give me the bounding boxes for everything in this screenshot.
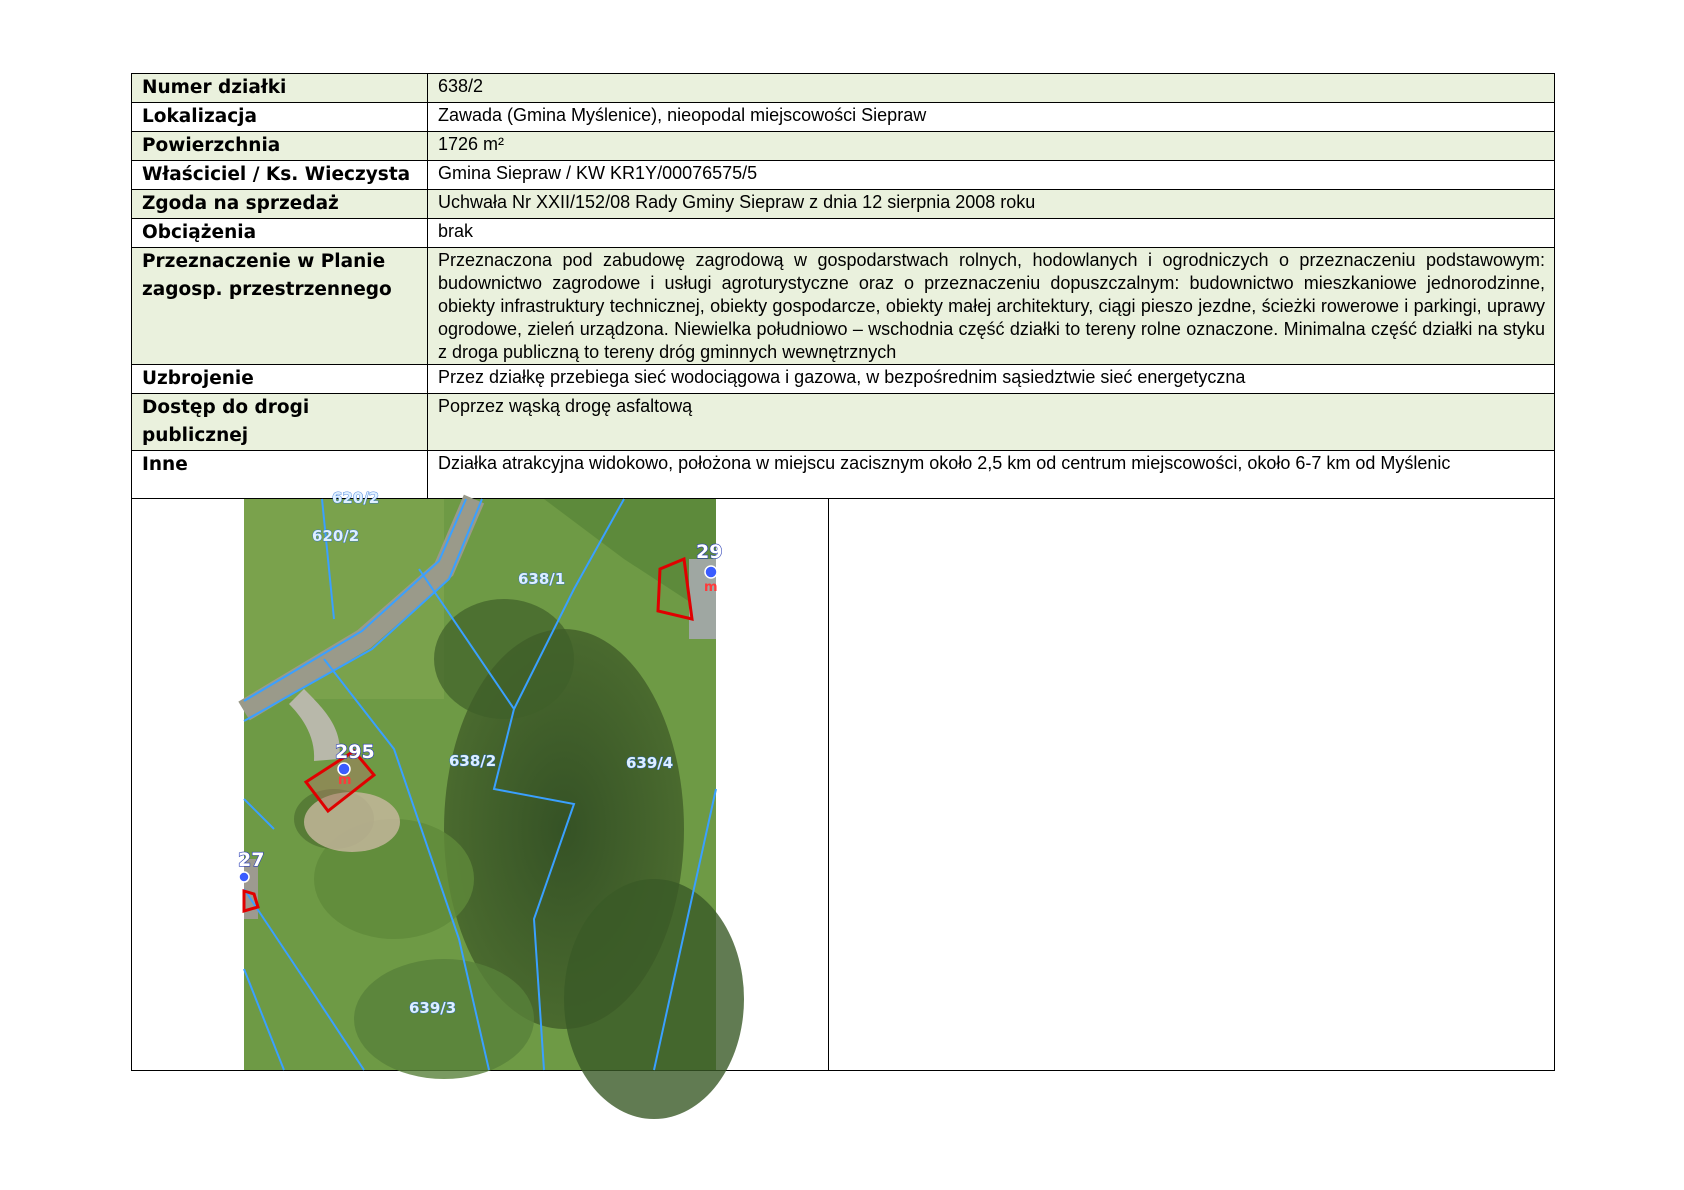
plot-sheet — [131, 73, 1555, 1071]
value-sale-consent: Uchwała Nr XXII/152/08 Rady Gminy Siepraw z dnia 12 sierpnia 2008 roku — [428, 190, 1555, 219]
label-sale-consent: Zgoda na sprzedaż — [132, 190, 428, 219]
value-encumbrances: brak — [428, 219, 1555, 248]
map-row-divider — [828, 499, 829, 1070]
value-location: Zawada (Gmina Myślenice), nieopodal miejscowości Siepraw — [428, 103, 1555, 132]
parcel-label-638-1: 638/1 — [518, 570, 566, 588]
label-location: Lokalizacja — [132, 103, 428, 132]
label-encumbrances: Obciążenia — [132, 219, 428, 248]
building-number-27: 27 — [238, 849, 265, 871]
parcel-label-620-2-top: 620/2 — [332, 489, 380, 507]
parcel-label-620-2: 620/2 — [312, 527, 360, 545]
building-marker-29 — [705, 566, 717, 578]
row-owner — [132, 161, 1555, 190]
building-number-295: 295 — [335, 741, 375, 763]
label-plot-number: Numer działki — [132, 74, 428, 103]
value-owner: Gmina Siepraw / KW KR1Y/00076575/5 — [428, 161, 1555, 190]
row-encumbrances — [132, 219, 1555, 248]
row-zoning — [132, 248, 1555, 365]
parcel-label-639-3: 639/3 — [409, 999, 457, 1017]
parcel-label-638-2: 638/2 — [449, 752, 497, 770]
label-owner: Właściciel / Ks. Wieczysta — [132, 161, 428, 190]
parcel-label-639-4: 639/4 — [626, 754, 674, 772]
building-marker-27 — [239, 872, 249, 882]
row-area — [132, 132, 1555, 161]
map-row — [131, 489, 1555, 1071]
building-mark-m-295: m — [338, 773, 352, 788]
building-number-29: 29 — [696, 541, 723, 563]
row-utilities — [132, 365, 1555, 394]
row-road-access — [132, 394, 1555, 451]
cadastral-aerial-map — [238, 489, 723, 1070]
row-plot-number — [132, 74, 1555, 103]
row-location — [132, 103, 1555, 132]
value-plot-number: 638/2 — [428, 74, 1555, 103]
building-mark-m-29: m — [704, 580, 718, 595]
label-utilities: Uzbrojenie — [132, 365, 428, 394]
value-other: Działka atrakcyjna widokowo, położona w miejscu zacisznym około 2,5 km od centrum miejscowości, około 6-7 km od Myślenic — [428, 451, 1555, 499]
value-area: 1726 m² — [428, 132, 1555, 161]
row-sale-consent — [132, 190, 1555, 219]
value-utilities: Przez działkę przebiega sieć wodociągowa i gazowa, w bezpośrednim sąsiedztwie sieć energetyczna — [428, 365, 1555, 394]
value-road-access: Poprzez wąską drogę asfaltową — [428, 394, 1555, 451]
label-area: Powierzchnia — [132, 132, 428, 161]
label-zoning: Przeznaczenie w Planie zagosp. przestrzennego — [132, 248, 428, 365]
plot-info-table — [131, 73, 1555, 499]
value-zoning: Przeznaczona pod zabudowę zagrodową w gospodarstwach rolnych, hodowlanych i ogrodniczych o przeznaczeniu podstawowym: budownictwo zagrodowe i usługi agroturystyczne oraz o przeznaczeniu dopuszczalnym: budownictwo mieszkaniowe jednorodzinne, obiekty infrastruktury technicznej, obiekty gospodarcze, obiekty małej architektury, ciągi pieszo jezdne, ścieżki rowerowe i parkingi, uprawy ogrodowe, zieleń urządzona. Niewielka południowo – wschodnia część działki to tereny rolne oznaczone. Minimalna część działki na styku z droga publiczną to tereny dróg gminnych wewnętrznych — [428, 248, 1555, 365]
label-road-access: Dostęp do drogi publicznej — [132, 394, 428, 451]
label-other: Inne — [132, 451, 428, 499]
